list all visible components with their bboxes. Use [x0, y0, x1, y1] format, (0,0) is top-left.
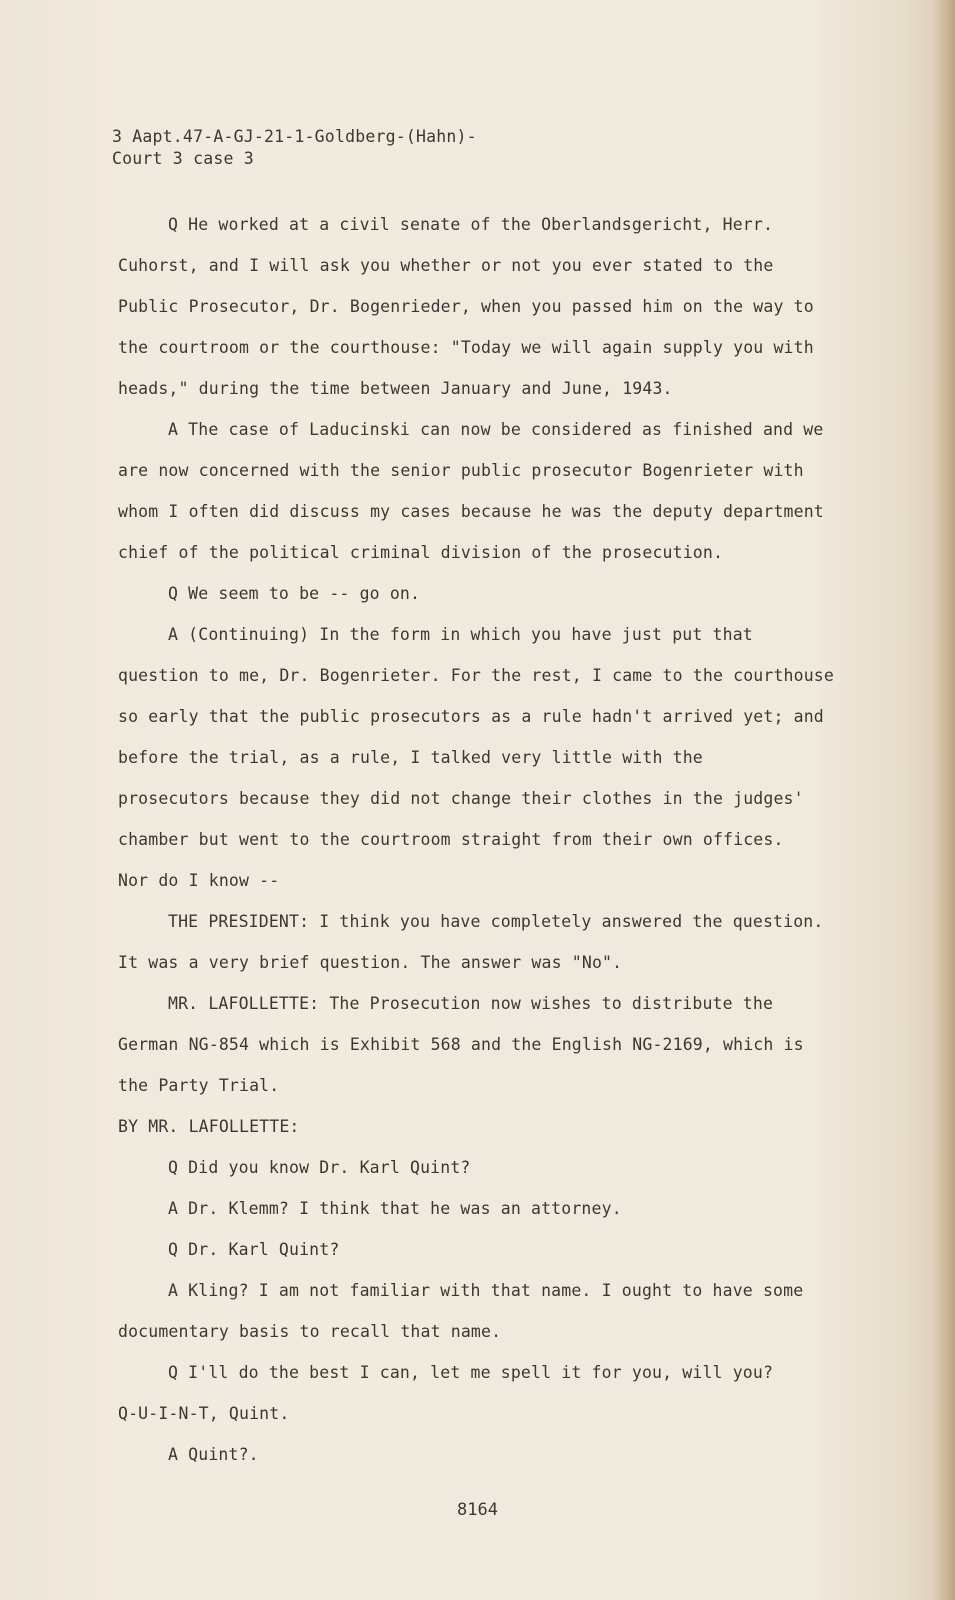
- transcript-line: Cuhorst, and I will ask you whether or not you ever stated to the: [118, 256, 774, 275]
- transcript-line: A Dr. Klemm? I think that he was an attorney.: [168, 1199, 622, 1218]
- transcript-line: Q Dr. Karl Quint?: [168, 1240, 340, 1259]
- transcript-line: Q I'll do the best I can, let me spell it for you, will you?: [168, 1363, 774, 1382]
- transcript-line: whom I often did discuss my cases because he was the deputy department: [118, 502, 824, 521]
- transcript-body: [118, 204, 853, 1475]
- transcript-line: heads," during the time between January and June, 1943.: [118, 379, 673, 398]
- transcript-line: Q We seem to be -- go on.: [168, 584, 421, 603]
- document-header: [112, 126, 477, 170]
- transcript-line: Q Did you know Dr. Karl Quint?: [168, 1158, 471, 1177]
- transcript-line: THE PRESIDENT: I think you have completely answered the question.: [168, 912, 824, 931]
- header-court-line: Court 3 case 3: [112, 149, 254, 168]
- transcript-line: documentary basis to recall that name.: [118, 1322, 502, 1341]
- transcript-line: Q-U-I-N-T, Quint.: [118, 1404, 290, 1423]
- transcript-line: Nor do I know --: [118, 871, 280, 890]
- transcript-line: the courtroom or the courthouse: "Today we will again supply you with: [118, 338, 814, 357]
- page-number: 8164: [457, 1500, 498, 1520]
- transcript-line: German NG-854 which is Exhibit 568 and the English NG-2169, which is: [118, 1035, 804, 1054]
- transcript-line: A Quint?.: [168, 1445, 259, 1464]
- transcript-line: so early that the public prosecutors as a rule hadn't arrived yet; and: [118, 707, 824, 726]
- transcript-line: prosecutors because they did not change their clothes in the judges': [118, 789, 804, 808]
- transcript-line: It was a very brief question. The answer was "No".: [118, 953, 623, 972]
- transcript-line: A The case of Laducinski can now be considered as finished and we: [168, 420, 824, 439]
- transcript-line: chief of the political criminal division of the prosecution.: [118, 543, 724, 562]
- transcript-line: MR. LAFOLLETTE: The Prosecution now wishes to distribute the: [168, 994, 774, 1013]
- transcript-line: question to me, Dr. Bogenrieter. For the rest, I came to the courthouse: [118, 666, 834, 685]
- transcript-line: are now concerned with the senior public prosecutor Bogenrieter with: [118, 461, 804, 480]
- transcript-line: A (Continuing) In the form in which you have just put that: [168, 625, 753, 644]
- page-edge-shadow: [933, 0, 955, 1600]
- header-reference-line: 3 Aapt.47-A-GJ-21-1-Goldberg-(Hahn)-: [112, 127, 477, 146]
- transcript-line: BY MR. LAFOLLETTE:: [118, 1117, 300, 1136]
- transcript-line: Public Prosecutor, Dr. Bogenrieder, when you passed him on the way to: [118, 297, 814, 316]
- transcript-line: chamber but went to the courtroom straight from their own offices.: [118, 830, 784, 849]
- transcript-line: A Kling? I am not familiar with that name. I ought to have some: [168, 1281, 804, 1300]
- transcript-line: before the trial, as a rule, I talked very little with the: [118, 748, 703, 767]
- transcript-line: the Party Trial.: [118, 1076, 280, 1095]
- transcript-line: Q He worked at a civil senate of the Oberlandsgericht, Herr.: [168, 215, 774, 234]
